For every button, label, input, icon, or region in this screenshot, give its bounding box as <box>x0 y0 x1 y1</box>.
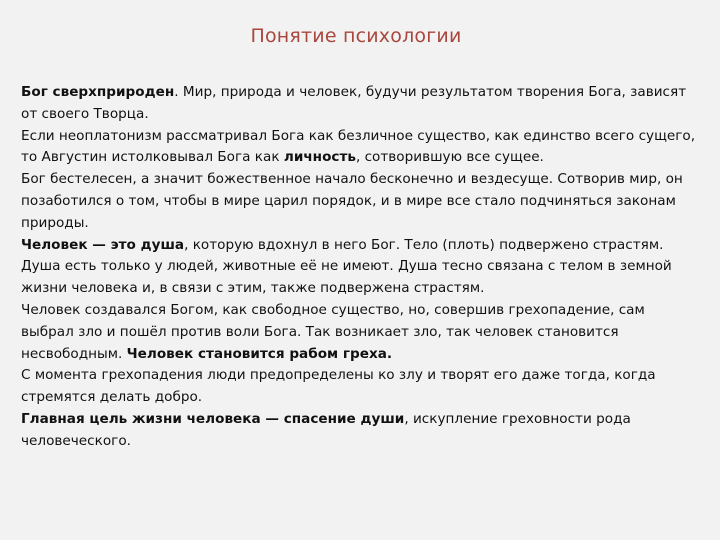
text-run: , которую вдохнул в него Бог. Тело (плоть) подвержено страстям. Душа есть только у людей, животные её не имеют. Душа тесно связана с телом в земной жизни человека и, в связи с этим, также подвержена страстям. <box>21 236 672 297</box>
paragraph <box>21 82 701 126</box>
paragraph <box>21 126 701 170</box>
text-run: С момента грехопадения люди предопределены ко злу и творят его даже тогда, когда стремятся делать добро. <box>21 367 656 406</box>
bold-text-run: Бог сверхприроден <box>21 84 175 100</box>
paragraph <box>21 169 701 234</box>
paragraph <box>21 300 701 365</box>
text-run: . Мир, природа и человек, будучи результатом творения Бога, зависят от своего Творца. <box>21 84 687 122</box>
text-run: , сотворившую все сущее. <box>355 149 544 166</box>
bold-text-run: Главная цель жизни человека — спасение души <box>21 410 405 427</box>
slide-title: Понятие психологии <box>250 25 462 47</box>
paragraph <box>21 235 701 300</box>
slide-body-text <box>21 82 701 453</box>
bold-text-run: Человек становится рабом греха. <box>126 345 393 362</box>
text-run: Человек создавался Богом, как свободное существо, но, совершив грехопадение, сам выбрал зло и пошёл против воли Бога. Так возникает зло, так человек становится несвободным. <box>21 301 645 362</box>
text-run: Бог бестелесен, а значит божественное начало бесконечно и вездесуще. Сотворив мир, он позаботился о том, чтобы в мире царил порядок, и в мире все стало подчиняться законам природы. <box>21 171 683 231</box>
text-run: Если неоплатонизм рассматривал Бога как безличное существо, как единство всего сущего, то Августин истолковывал Бога как <box>21 127 696 166</box>
bold-text-run: Человек — это душа <box>21 236 185 253</box>
paragraph <box>21 365 701 409</box>
bold-text-run: личность <box>283 149 356 166</box>
text-run: , искупление греховности рода человеческого. <box>21 410 631 449</box>
paragraph <box>21 409 701 453</box>
